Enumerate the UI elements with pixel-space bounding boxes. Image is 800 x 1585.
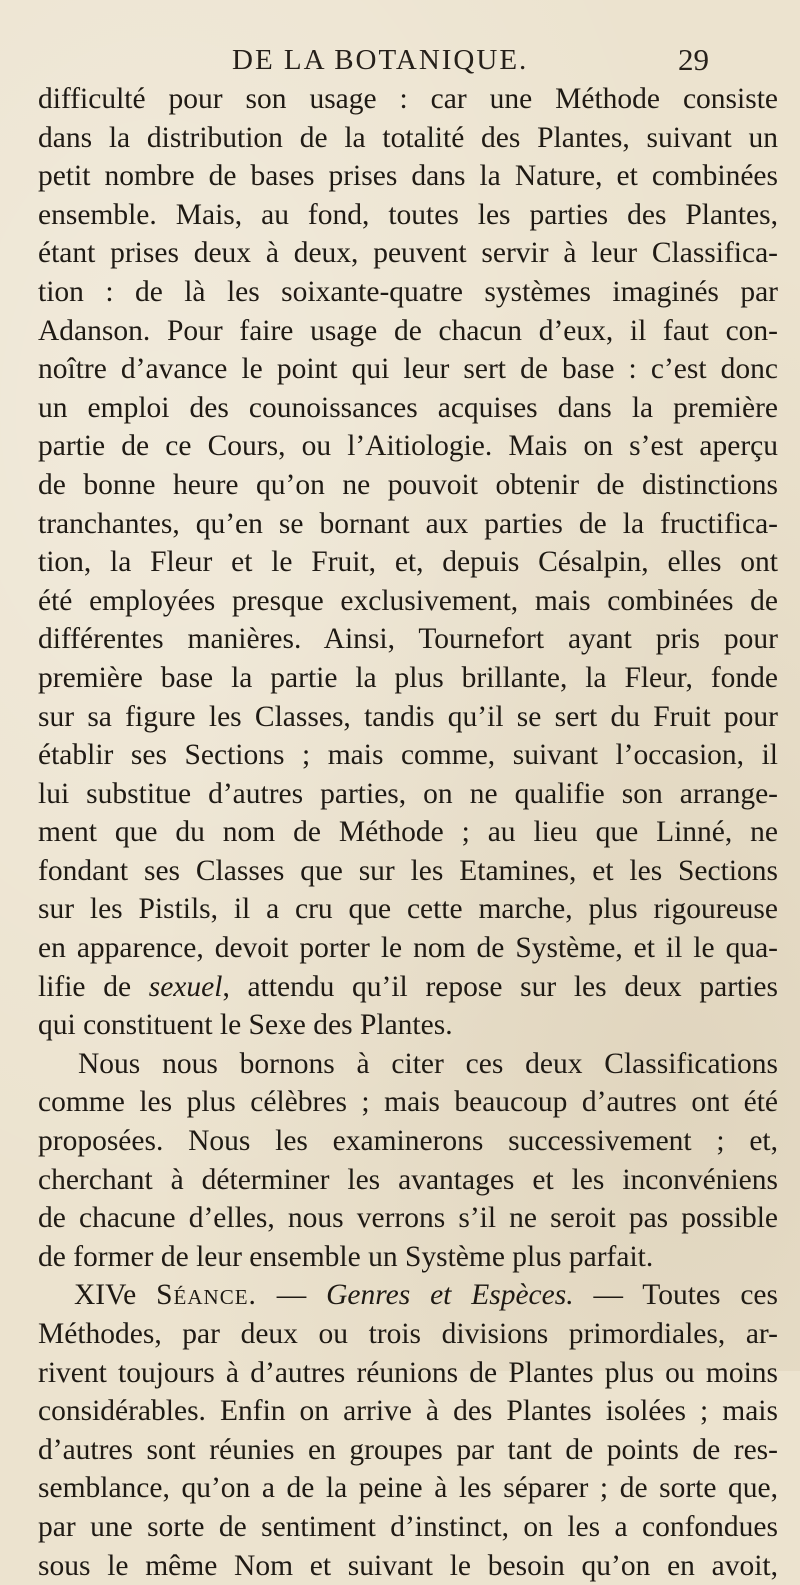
text-line: en apparence, devoit porter le nom de Système, et il le qua- bbox=[38, 932, 778, 965]
text-line: noître d’avance le point qui leur sert de base : c’est donc bbox=[38, 353, 778, 386]
text-line: fondant ses Classes que sur les Etamines, et les Sections bbox=[38, 854, 778, 887]
seance-title: Genres et Espèces. bbox=[326, 1279, 574, 1312]
text-line: par une sorte de sentiment d’instinct, on les a confondues bbox=[38, 1510, 778, 1543]
text-line: proposées. Nous les examinerons successivement ; et, bbox=[38, 1125, 778, 1158]
text-line: dans la distribution de la totalité des Plantes, suivant un bbox=[38, 121, 778, 154]
text-line: semblance, qu’on a de la peine à les séparer ; de sorte que, bbox=[38, 1472, 778, 1505]
text-line: lui substitue d’autres parties, on ne qualifie son arrange- bbox=[38, 777, 778, 810]
text-line: Méthodes, par deux ou trois divisions primordiales, ar- bbox=[38, 1318, 778, 1350]
text-line: sur sa figure les Classes, tandis qu’il se sert du Fruit pour bbox=[38, 700, 778, 733]
text-line: été employées presque exclusivement, mais combinées de bbox=[38, 584, 778, 617]
text-line: Adanson. Pour faire usage de chacun d’eux, il faut con- bbox=[38, 314, 778, 347]
text-line: rivent toujours à d’autres réunions de Plantes plus ou moins bbox=[38, 1356, 778, 1389]
text-line: première base la partie la plus brillante, la Fleur, fonde bbox=[38, 661, 778, 694]
text-line: sur les Pistils, il a cru que cette marche, plus rigoureuse bbox=[38, 893, 778, 926]
italic-word: sexuel bbox=[148, 970, 223, 1003]
paragraph-start: Nous nous bornons à citer ces deux Classifications bbox=[78, 1047, 778, 1080]
seance-heading-line bbox=[38, 1276, 778, 1315]
text-line: qui constituent le Sexe des Plantes. bbox=[38, 1009, 453, 1042]
text-line: tion : de là les soixante-quatre systèmes imaginés par bbox=[38, 275, 778, 308]
text-line: cherchant à déterminer les avantages et les inconvéniens bbox=[38, 1163, 778, 1196]
text-fragment: , attendu qu’il repose sur les deux parties bbox=[222, 970, 778, 1003]
text-line-sexuel bbox=[38, 968, 778, 1007]
running-title: DE LA BOTANIQUE. bbox=[232, 44, 529, 76]
dash: — bbox=[573, 1279, 643, 1312]
body-text bbox=[38, 80, 778, 1585]
text-line: établir ses Sections ; mais comme, suivant l’occasion, il bbox=[38, 739, 778, 772]
text-line: ensemble. Mais, au fond, toutes les parties des Plantes, bbox=[38, 198, 778, 231]
text-line: de chacune d’elles, nous verrons s’il ne seroit pas possible bbox=[38, 1202, 778, 1235]
text-line: de bonne heure qu’on ne pouvoit obtenir de distinctions bbox=[38, 468, 778, 501]
text-line: ment que du nom de Méthode ; au lieu que Linné, ne bbox=[38, 816, 778, 849]
text-line: de former de leur ensemble un Système plus parfait. bbox=[38, 1240, 654, 1273]
text-line: étant prises deux à deux, peuvent servir à leur Classifica- bbox=[38, 237, 778, 270]
text-line: difficulté pour son usage : car une Méthode consiste bbox=[38, 83, 778, 115]
text-line: différentes manières. Ainsi, Tournefort ayant pris pour bbox=[38, 623, 778, 656]
seance-number: XIVe bbox=[74, 1279, 137, 1312]
text-line: tranchantes, qu’en se bornant aux parties de la fructifica- bbox=[38, 507, 778, 540]
text-line: considérables. Enfin on arrive à des Plantes isolées ; mais bbox=[38, 1395, 778, 1428]
text-fragment: lifie de bbox=[38, 970, 149, 1003]
text-line: tion, la Fleur et le Fruit, et, depuis Césalpin, elles ont bbox=[38, 546, 778, 579]
page-number: 29 bbox=[678, 42, 709, 77]
seance-label: Séance. bbox=[156, 1279, 257, 1312]
running-head bbox=[0, 40, 800, 80]
dash: — bbox=[256, 1279, 327, 1312]
text-line: comme les plus célèbres ; mais beaucoup d’autres ont été bbox=[38, 1086, 778, 1119]
text-line: petit nombre de bases prises dans la Nature, et combinées bbox=[38, 160, 778, 193]
text-line: un emploi des counoissances acquises dans la première bbox=[38, 391, 778, 424]
text-line: partie de ce Cours, ou l’Aitiologie. Mais on s’est aperçu bbox=[38, 430, 778, 463]
text-fragment: Toutes ces bbox=[642, 1279, 779, 1312]
text-line: d’autres sont réunies en groupes par tant de points de res- bbox=[38, 1433, 778, 1466]
text-line: sous le même Nom et suivant le besoin qu’on en avoit, bbox=[38, 1549, 778, 1582]
